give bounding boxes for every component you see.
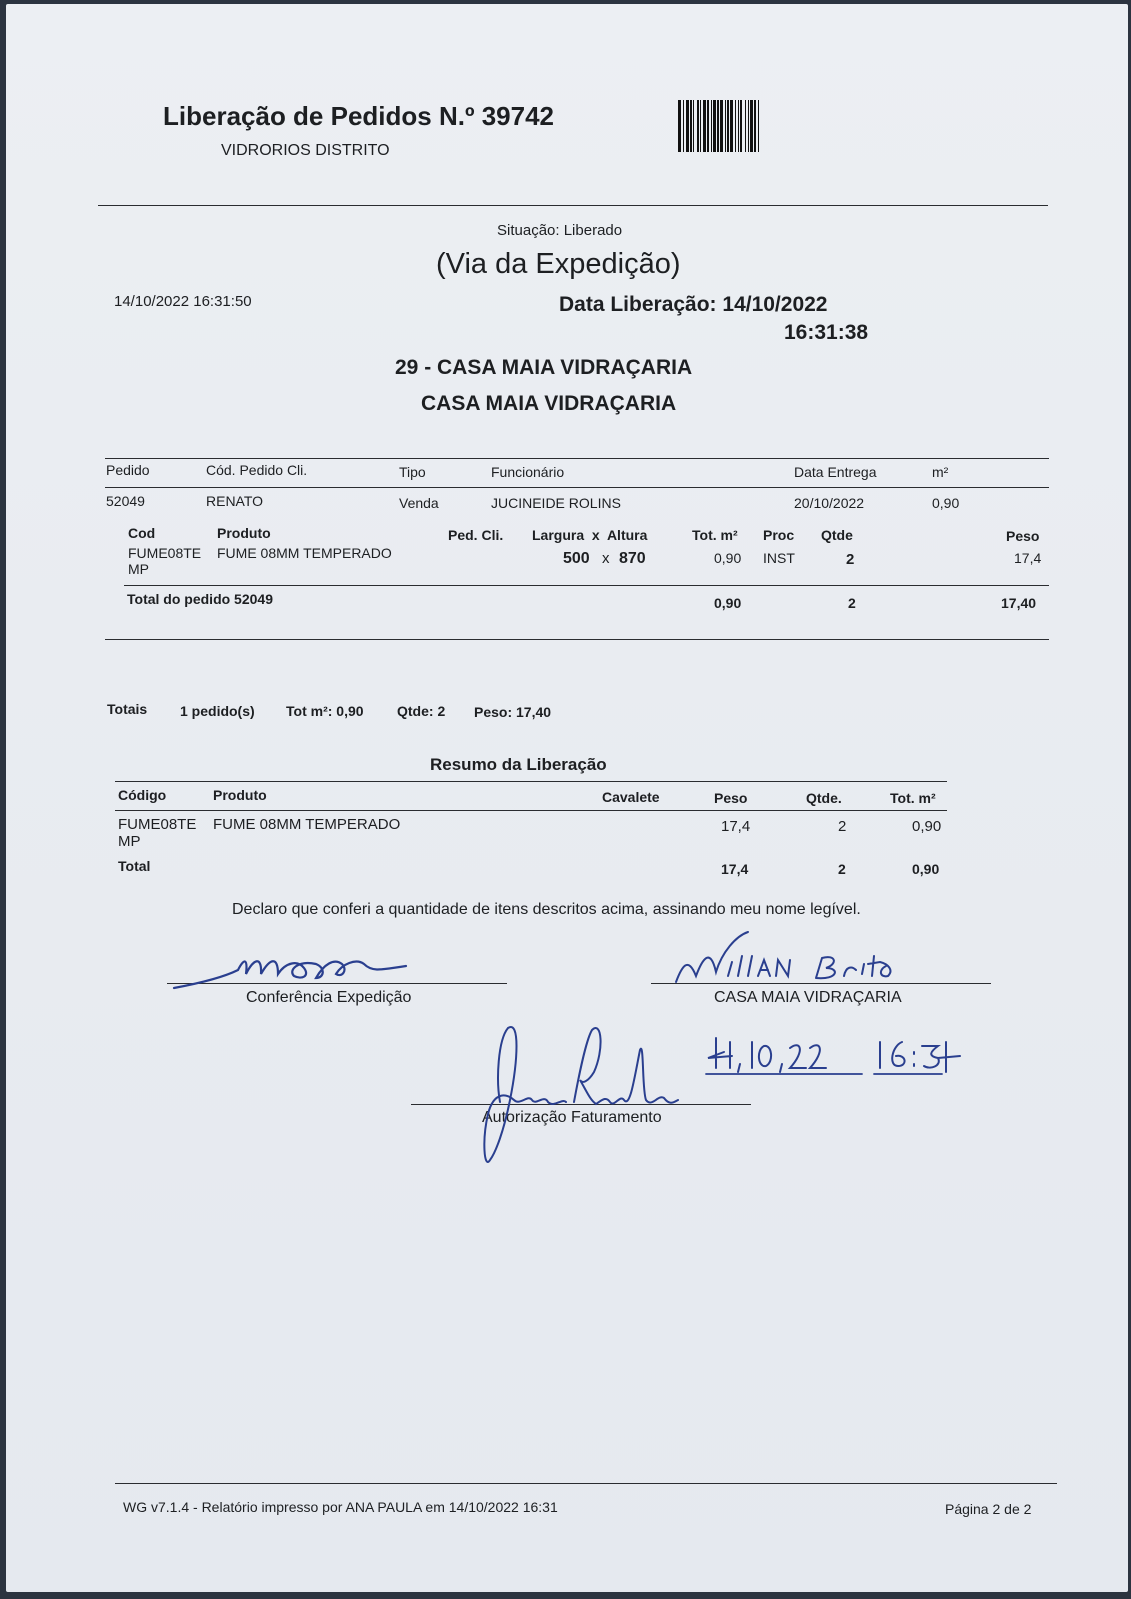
signature-conferencia (166, 944, 426, 994)
total-pedido-qtde: 2 (848, 595, 856, 611)
data-liberacao-time: 16:31:38 (784, 321, 869, 344)
company-name: VIDRORIOS DISTRITO (221, 142, 390, 159)
resumo-total-qtde: 2 (838, 861, 846, 877)
total-pedido-m2: 0,90 (714, 595, 742, 611)
divider (124, 585, 1049, 586)
col-largura-altura: Largura x Altura (532, 527, 648, 543)
col-tipo: Tipo (399, 464, 426, 480)
via-expedicao: (Via da Expedição) (436, 248, 681, 280)
document-title: Liberação de Pedidos N.º 39742 (163, 101, 554, 131)
client-name-2: CASA MAIA VIDRAÇARIA (421, 392, 677, 415)
col-tot-m2: Tot. m² (692, 527, 738, 543)
label-autorizacao: Autorização Faturamento (482, 1109, 662, 1126)
col-pedido: Pedido (106, 462, 150, 478)
divider (115, 1483, 1057, 1484)
resumo-peso: 17,4 (721, 818, 751, 835)
item-altura: 870 (619, 550, 646, 567)
divider (105, 639, 1049, 640)
col-funcionario: Funcionário (491, 464, 565, 480)
col-produto: Produto (217, 525, 271, 541)
order-pedido: 52049 (106, 493, 145, 509)
col-peso: Peso (1006, 528, 1040, 544)
total-pedido-label: Total do pedido 52049 (127, 591, 273, 607)
resumo-produto: FUME 08MM TEMPERADO (213, 816, 401, 833)
divider (115, 810, 947, 811)
resumo-col-qtde: Qtde. (806, 790, 842, 806)
signature-cliente (666, 926, 916, 990)
order-funcionario: JUCINEIDE ROLINS (491, 495, 621, 511)
divider (105, 458, 1049, 459)
resumo-col-peso: Peso (714, 790, 748, 806)
totais-peso: Peso: 17,40 (474, 704, 552, 720)
handwritten-date (702, 1028, 962, 1078)
footer-printed-by: WG v7.1.4 - Relatório impresso por ANA PAULA em 14/10/2022 16:31 (123, 1499, 558, 1515)
item-produto: FUME 08MM TEMPERADO (217, 545, 392, 561)
order-cod-pedido-cli: RENATO (206, 493, 264, 509)
col-cod: Cod (128, 525, 156, 541)
label-cliente: CASA MAIA VIDRAÇARIA (714, 989, 902, 1006)
resumo-qtde: 2 (838, 818, 847, 835)
resumo-col-produto: Produto (213, 787, 267, 803)
col-proc: Proc (763, 527, 795, 543)
order-m2: 0,90 (932, 495, 960, 511)
situacao: Situação: Liberado (497, 222, 623, 239)
declaration: Declaro que conferi a quantidade de itens descritos acima, assinando meu nome legível. (232, 901, 861, 918)
document-page (6, 4, 1128, 1592)
divider (98, 205, 1048, 206)
order-data-entrega: 20/10/2022 (794, 495, 865, 511)
print-datetime: 14/10/2022 16:31:50 (114, 293, 252, 310)
item-peso: 17,4 (1014, 550, 1042, 566)
divider (115, 781, 947, 782)
resumo-codigo-cont: MP (118, 833, 141, 850)
totais-label: Totais (107, 701, 148, 717)
resumo-col-cavalete: Cavalete (602, 789, 660, 805)
item-largura: 500 (563, 550, 590, 567)
resumo-codigo: FUME08TE (118, 816, 197, 833)
item-qtde: 2 (846, 551, 855, 568)
item-x: x (602, 550, 610, 567)
data-liberacao: Data Liberação: 14/10/2022 (559, 293, 828, 316)
resumo-total-tot-m2: 0,90 (912, 861, 940, 877)
resumo-title: Resumo da Liberação (430, 755, 607, 774)
client-name: 29 - CASA MAIA VIDRAÇARIA (395, 356, 693, 379)
total-pedido-peso: 17,40 (1001, 595, 1037, 611)
item-cod: FUME08TE (128, 545, 202, 561)
col-cod-pedido-cli: Cód. Pedido Cli. (206, 462, 308, 478)
label-conferencia: Conferência Expedição (246, 989, 412, 1006)
col-ped-cli: Ped. Cli. (448, 527, 504, 543)
signature-autorizacao (474, 1020, 684, 1170)
resumo-col-tot-m2: Tot. m² (890, 790, 936, 806)
resumo-total-peso: 17,4 (721, 861, 749, 877)
totais-pedidos: 1 pedido(s) (180, 703, 255, 719)
barcode (678, 100, 850, 152)
resumo-tot-m2: 0,90 (912, 818, 942, 835)
barcode-gap (759, 100, 762, 152)
footer-page-number: Página 2 de 2 (945, 1501, 1032, 1517)
order-tipo: Venda (399, 495, 439, 511)
col-qtde: Qtde (821, 527, 853, 543)
resumo-col-codigo: Código (118, 787, 167, 803)
totais-tot-m2: Tot m²: 0,90 (286, 703, 364, 719)
item-proc: INST (763, 550, 795, 566)
col-m2: m² (932, 464, 949, 480)
item-tot-m2: 0,90 (714, 550, 742, 566)
divider (105, 487, 1049, 488)
col-data-entrega: Data Entrega (794, 464, 877, 480)
item-cod-cont: MP (128, 561, 149, 577)
resumo-total-label: Total (118, 858, 151, 874)
totais-qtde: Qtde: 2 (397, 703, 446, 719)
